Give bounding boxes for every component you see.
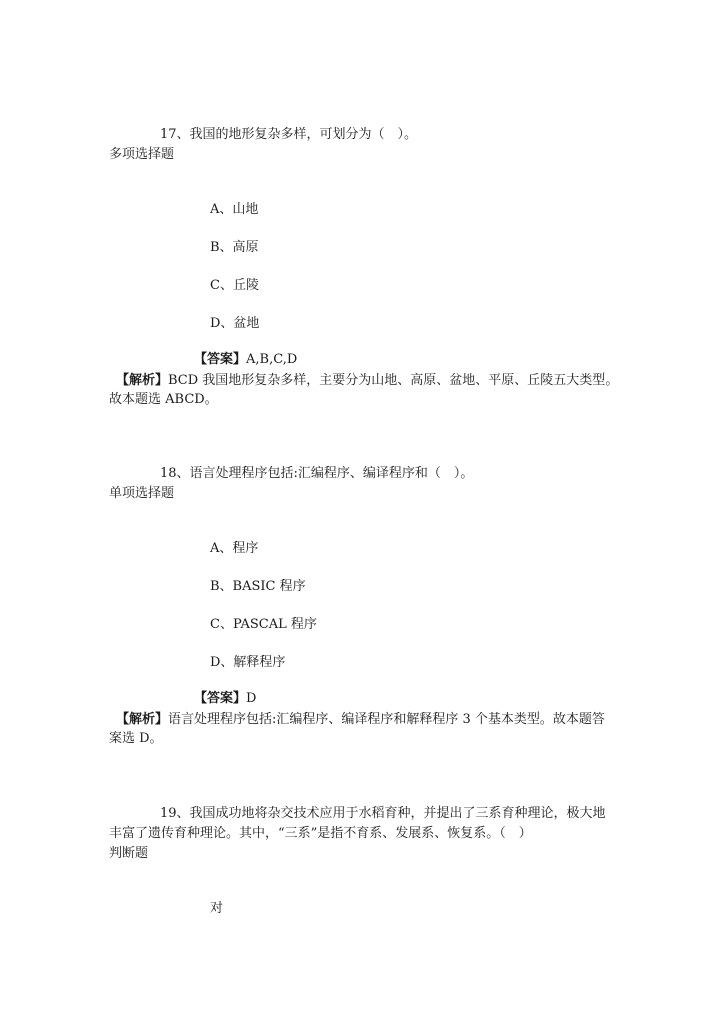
question-17-analysis-cont: 故本题选 ABCD。 — [109, 392, 218, 407]
question-17-stem: 17、我国的地形复杂多样，可划分为（ ）。 — [160, 127, 418, 142]
answer-value: D — [246, 691, 257, 706]
question-18-option-b: B、BASIC 程序 — [210, 579, 306, 594]
question-18-option-a: A、程序 — [210, 541, 259, 556]
question-17-option-c: C、丘陵 — [210, 278, 259, 293]
question-17-answer — [194, 352, 297, 368]
question-17-option-d: D、盆地 — [210, 316, 260, 331]
question-19-type: 判断题 — [109, 846, 149, 861]
analysis-text: 语言处理程序包括:汇编程序、编译程序和解释程序 3 个基本类型。故本题答 — [168, 712, 605, 727]
answer-label: 【答案】 — [194, 352, 247, 367]
question-18-analysis — [116, 712, 605, 728]
question-19-stem-cont: 丰富了遗传育种理论。其中，“三系”是指不育系、发展系、恢复系。（ ） — [109, 826, 532, 841]
question-18-option-c: C、PASCAL 程序 — [210, 617, 317, 632]
question-18-type: 单项选择题 — [109, 486, 175, 501]
question-17-option-a: A、山地 — [210, 202, 259, 217]
analysis-label: 【解析】 — [116, 712, 169, 727]
analysis-label: 【解析】 — [116, 373, 169, 388]
question-19-option-true: 对 — [210, 901, 224, 916]
analysis-text: BCD 我国地形复杂多样，主要分为山地、高原、盆地、平原、丘陵五大类型。 — [168, 373, 619, 388]
question-18-answer — [194, 691, 256, 707]
answer-value: A,B,C,D — [246, 352, 298, 367]
question-17-option-b: B、高原 — [210, 240, 259, 255]
question-17-analysis — [116, 373, 618, 389]
question-18-option-d: D、解释程序 — [210, 655, 286, 670]
answer-label: 【答案】 — [194, 691, 247, 706]
question-17-type: 多项选择题 — [109, 147, 175, 162]
question-18-stem: 18、语言处理程序包括:汇编程序、编译程序和（ ）。 — [160, 466, 474, 481]
question-19-stem: 19、我国成功地将杂交技术应用于水稻育种，并提出了三系育种理论，极大地 — [160, 806, 606, 821]
question-18-analysis-cont: 案选 D。 — [109, 731, 163, 746]
